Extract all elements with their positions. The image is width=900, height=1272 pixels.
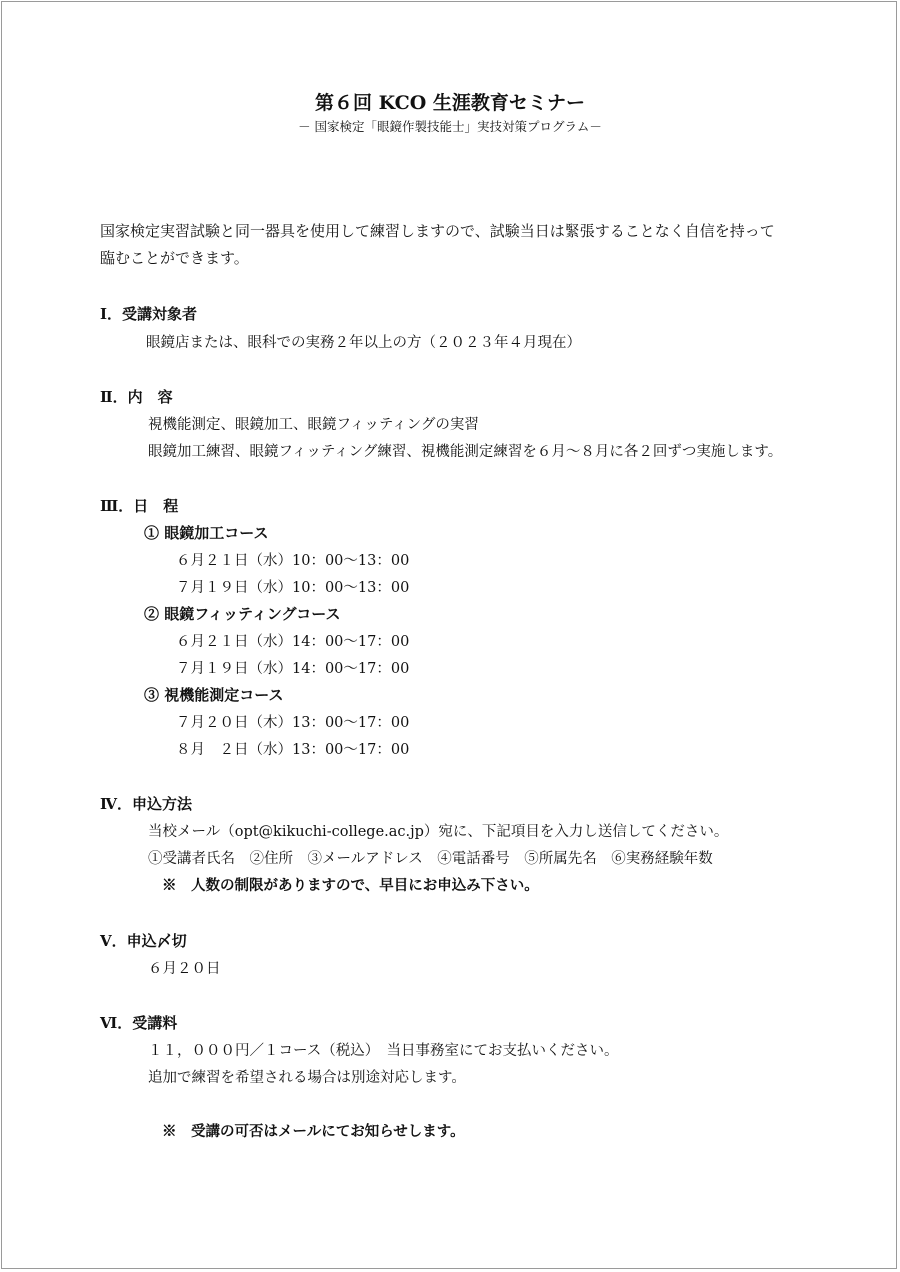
section-heading-deadline: Ⅴ．申込〆切 [100, 932, 187, 950]
target-text: 眼鏡店または、眼科での実務２年以上の方（２０２３年４月現在） [146, 335, 581, 351]
content-line: 眼鏡加工練習、眼鏡フィッティング練習、視機能測定練習を６月～８月に各２回ずつ実施します。 [148, 444, 783, 460]
application-note: ※ 人数の制限がありますので、早目にお申込み下さい。 [162, 877, 539, 894]
course-date: ６月２１日（水）14：00～17：00 [176, 634, 410, 650]
course-date: ７月２０日（木）13：00～17：00 [176, 715, 410, 731]
section-heading-fee: Ⅵ．受講料 [100, 1014, 178, 1032]
intro-paragraph [100, 218, 775, 272]
intro-line: 国家検定実習試験と同一器具を使用して練習しますので、試験当日は緊張することなく自信を持って [100, 222, 775, 240]
content-line: 視機能測定、眼鏡加工、眼鏡フィッティングの実習 [148, 417, 479, 433]
deadline-date: ６月２０日 [148, 961, 221, 977]
course-name: ① 眼鏡加工コース [144, 524, 269, 542]
intro-line: 臨むことができます。 [100, 249, 249, 267]
course-date: ８月 ２日（水）13：00～17：00 [176, 742, 410, 758]
application-line: 当校メール（opt@kikuchi-college.ac.jp）宛に、下記項目を入力し送信してください。 [148, 824, 729, 840]
fee-line: 追加で練習を希望される場合は別途対応します。 [148, 1070, 466, 1086]
course-name: ② 眼鏡フィッティングコース [144, 605, 341, 623]
course-date: ６月２１日（水）10：00～13：00 [176, 553, 410, 569]
page-subtitle: － 国家検定「眼鏡作製技能士」実技対策プログラム－ [298, 119, 602, 134]
course-date: ７月１９日（水）14：00～17：00 [176, 661, 410, 677]
document-page [1, 1, 897, 1269]
section-heading-target: Ⅰ．受講対象者 [100, 305, 198, 323]
section-heading-content: Ⅱ．内 容 [100, 388, 173, 406]
course-name: ③ 視機能測定コース [144, 686, 284, 704]
fee-line: １１，０００円／１コース（税込） 当日事務室にてお支払いください。 [148, 1043, 619, 1059]
section-heading-schedule: Ⅲ．日 程 [100, 497, 179, 515]
page-title: 第６回 KCO 生涯教育セミナー [315, 92, 585, 114]
section-heading-application: Ⅳ．申込方法 [100, 795, 193, 813]
application-items: ①受講者氏名 ②住所 ③メールアドレス ④電話番号 ⑤所属先名 ⑥実務経験年数 [148, 851, 713, 867]
course-date: ７月１９日（水）10：00～13：00 [176, 580, 410, 596]
footer-note: ※ 受講の可否はメールにてお知らせします。 [162, 1123, 465, 1140]
